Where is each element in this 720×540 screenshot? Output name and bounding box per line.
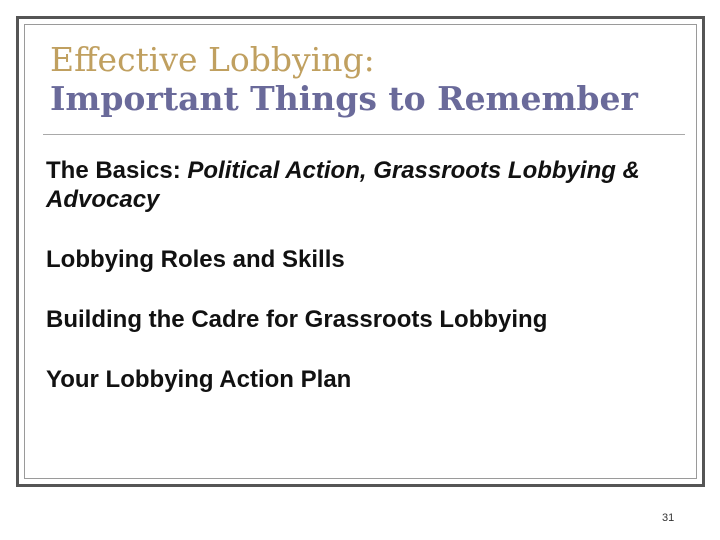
- title-divider: [43, 134, 685, 135]
- bullet-list: [46, 156, 686, 425]
- bullet-roles-skills-text: Lobbying Roles and Skills: [46, 246, 345, 273]
- bullet-roles-skills: [46, 245, 686, 274]
- bullet-basics-emphasis: Political Action, Grassroots Lobbying & Advocacy: [46, 157, 640, 213]
- title-line-1: Effective Lobbying:: [50, 40, 375, 79]
- title-line-2: Important Things to Remember: [50, 79, 638, 118]
- bullet-building-cadre: [46, 305, 686, 334]
- bullet-action-plan: [46, 365, 686, 394]
- bullet-basics-lead: The Basics:: [46, 157, 188, 184]
- bullet-building-cadre-text: Building the Cadre for Grassroots Lobbying: [46, 306, 548, 333]
- page-number: 31: [662, 512, 675, 524]
- bullet-action-plan-text: Your Lobbying Action Plan: [46, 366, 352, 393]
- bullet-basics: [46, 156, 686, 214]
